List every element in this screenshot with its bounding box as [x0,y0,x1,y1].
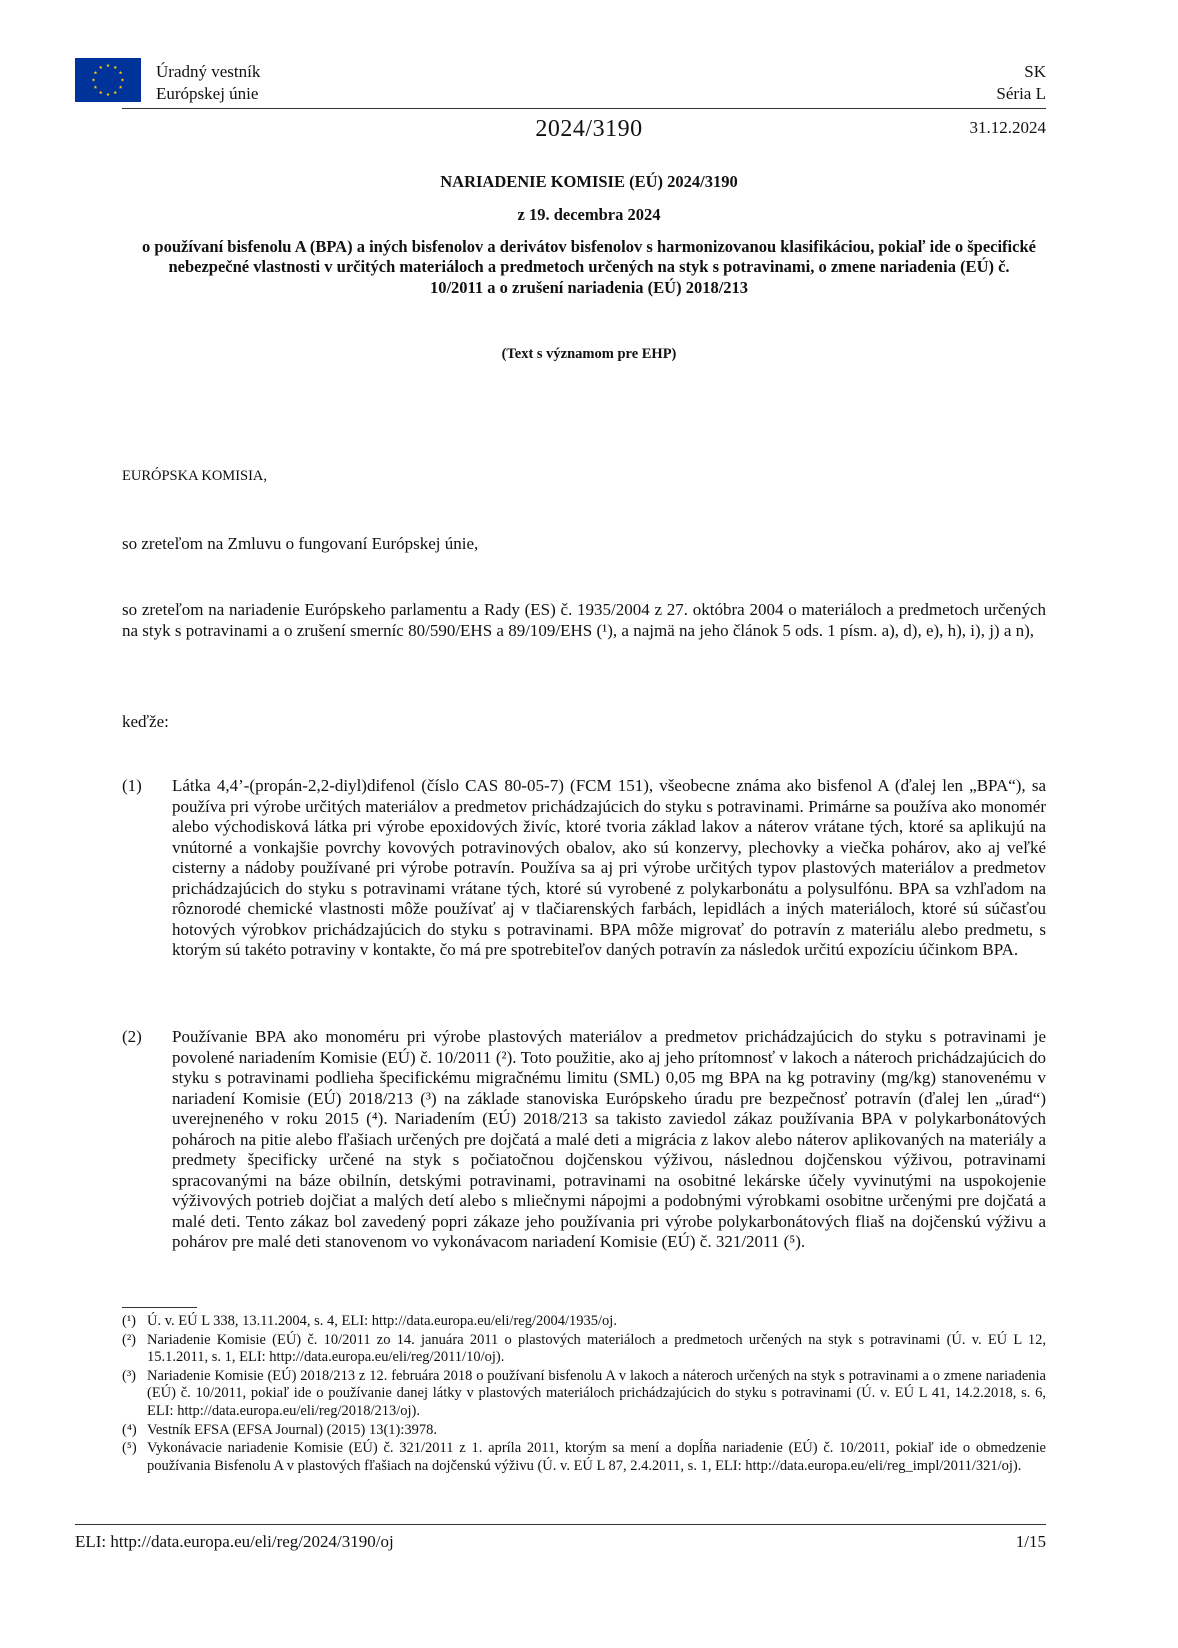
footnote-text: Vestník EFSA (EFSA Journal) (2015) 13(1):3978. [147,1421,437,1438]
eu-star-icon [119,71,123,74]
whereas-heading: keďže: [122,712,169,731]
language-code: SK [1024,62,1046,81]
journal-name-line2: Európskej únie [156,84,259,103]
recital-text: Látka 4,4’-(propán-2,2-diyl)difenol (číslo CAS 80-05-7) (FCM 151), všeobecne známa ako bisfenol A (ďalej len „BPA“), sa používa pri výrobe určitých materiálov a predmetov prichádzajúcich do styku s potravinami. Primárne sa používa ako monomér alebo východisková látka pri výrobe epoxidových živíc, ktoré tvoria základ lakov a náterov vrátane tých, ktoré sa aplikujú na vnútorné a vonkajšie povrchy kovových potravinových obalov, ako sú konzervy, plechovky a viečka pohárov, ako aj veľké cisterny a nádoby používané pri výrobe potravín. Používa sa aj pri výrobe určitých typov plastových materiálov a predmetov prichádzajúcich do styku s potravinami vrátane tých, ktoré sú vyrobené z polykarbonátu a polysulfónu. BPA sa vzhľadom na rôznorodé chemické vlastnosti môže používať aj v tlačiarenských farbách, lepidlách a iných materiáloch, ktoré sú súčasťou hotových výrobkov prichádzajúcich do styku s potravinami. BPA môže migrovať do potravín z materiálu alebo predmetu, s ktorým sú takéto potraviny v kontakte, čo má pre spotrebiteľov daných potravín za následok určitú expozíciu účinkom BPA. [172,776,1046,959]
footnote-divider [122,1307,197,1308]
eli-link[interactable]: ELI: http://data.europa.eu/eli/reg/2024/3190/oj [75,1532,394,1551]
eu-star-icon [121,78,125,81]
page-number: 1/15 [1015,1532,1046,1551]
recital [122,1027,1046,1253]
eea-relevance: (Text s významom pre EHP) [501,346,677,362]
eu-star-icon [94,85,98,88]
regulation-title: NARIADENIE KOMISIE (EÚ) 2024/3190 [440,172,738,191]
footnote [122,1313,1046,1330]
footnote [122,1368,1046,1420]
regulation-subject: o používaní bisfenolu A (BPA) a iných bisfenolov a derivátov bisfenolov s harmonizovanou klasifikáciou, pokiaľ ide o špecifické nebezpečné vlastnosti v určitých materiáloch a predmetoch určených na styk s potravinami, o zmene nariadenia (EÚ) č. 10/2011 a o zrušení nariadenia (EÚ) 2018/213 [142,237,1036,297]
footnotes [122,1313,1046,1477]
journal-name-line1: Úradný vestník [156,62,261,81]
recital-number: (1) [122,776,142,795]
eu-star-icon [106,64,110,67]
footnote-text: Nariadenie Komisie (EÚ) č. 10/2011 zo 14. januára 2011 o plastových materiáloch a predmetoch určených na styk s potravinami (Ú. v. EÚ L 12, 15.1.2011, s. 1, ELI: http://data.europa.eu/eli/reg/2011/10/oj). [147,1331,1046,1366]
journal-name [156,61,260,105]
footnote [122,1332,1046,1367]
footnote-number: (⁴) [122,1421,137,1438]
eu-star-icon [99,91,103,94]
eu-star-icon [106,93,110,96]
footer-divider [75,1524,1046,1525]
citation-regulation: so zreteľom na nariadenie Európskeho parlamentu a Rady (ES) č. 1935/2004 z 27. októbra 2004 o materiáloch a predmetoch určených na styk s potravinami a o zrušení smerníc 80/590/EHS a 89/109/EHS (¹), a najmä na jeho článok 5 ods. 1 písm. a), d), e), h), i), j) a n), [122,600,1046,640]
citation-treaty: so zreteľom na Zmluvu o fungovaní Európskej únie, [122,534,479,553]
footnote-number: (²) [122,1331,137,1348]
publication-date: 31.12.2024 [969,118,1046,137]
commission-heading: EURÓPSKA KOMISIA, [122,468,268,484]
regulation-date: z 19. decembra 2024 [517,205,661,224]
eu-star-icon [99,66,103,69]
series-label: Séria L [996,84,1046,103]
footnote [122,1422,1046,1439]
footnote-text: Vykonávacie nariadenie Komisie (EÚ) č. 321/2011 z 1. apríla 2011, ktorým sa mení a dopĺňa nariadenie (EÚ) č. 10/2011, pokiaľ ide o obmedzenie používania Bisfenolu A v plastových fľašiach na dojčenskú výživu (Ú. v. EÚ L 87, 2.4.2011, s. 1, ELI: http://data.europa.eu/eli/reg_impl/2011/321/oj). [147,1440,1046,1474]
recital-number: (2) [122,1027,142,1046]
footnote-text: Ú. v. EÚ L 338, 13.11.2004, s. 4, ELI: http://data.europa.eu/eli/reg/2004/1935/oj. [147,1313,617,1329]
footnote-number: (⁵) [122,1440,137,1457]
series-info [996,61,1046,105]
recital-text: Používanie BPA ako monoméru pri výrobe plastových materiálov a predmetov prichádzajúcich do styku s potravinami je povolené nariadením Komisie (EÚ) č. 10/2011 (²). Toto použitie, ako aj jeho prítomnosť v lakoch a náteroch prichádzajúcich do styku s potravinami podlieha špecifickému migračnému limitu (SML) 0,05 mg BPA na kg potraviny (mg/kg) stanovenému v nariadení Komisie (EÚ) 2018/213 (³) na základe stanoviska Európskeho úradu pre bezpečnosť potravín (ďalej len „úrad“) uverejneného v roku 2015 (⁴). Nariadením (EÚ) 2018/213 sa takisto zaviedol zákaz používania BPA v polykarbonátových pohároch na pitie alebo fľašiach určených pre dojčatá a malé deti a migrácia z lakov alebo náterov aplikovaných na materiály a predmety špecificky určené na styk s počiatočnou dojčenskou výživou, následnou dojčenskou výživou, potravinami spracovanými na báze obilnín, detskými potravinami, potravinami na osobitné lekárske účely vyvinutými na uspokojenie výživových potrieb dojčiat a malých detí alebo s mliečnymi nápojmi a podobnými výrobkami osobitne určenými pre dojčatá a malé deti. Tento zákaz bol zavedený popri zákaze jeho používania pri výrobe polykarbonátových fliaš na dojčenskú výživu a pohárov pre malé deti stanovenom vo vykonávacom nariadení Komisie (EÚ) č. 321/2011 (⁵). [172,1027,1046,1251]
footnote-number: (³) [122,1368,137,1384]
eu-star-icon [113,91,117,94]
footnote-text: Nariadenie Komisie (EÚ) 2018/213 z 12. februára 2018 o používaní bisfenolu A v lakoch a náteroch určených na styk s potravinami a o zmene nariadenia (EÚ) č. 10/2011, pokiaľ ide o používanie danej látky v plastových materiáloch prichádzajúcich do styku s potravinami (Ú. v. EÚ L 41, 14.2.2018, s. 6, ELI: http://data.europa.eu/eli/reg/2018/213/oj). [147,1368,1046,1419]
eu-star-icon [92,78,96,81]
recital [122,776,1046,961]
eu-star-icon [113,66,117,69]
header-divider [122,108,1046,109]
eu-star-icon [119,85,123,88]
eu-star-icon [94,71,98,74]
eu-stars-icon [75,58,141,102]
eu-flag-logo [75,58,141,102]
footnote-number: (¹) [122,1313,137,1329]
document-number: 2024/3190 [535,116,643,142]
footnote [122,1440,1046,1475]
